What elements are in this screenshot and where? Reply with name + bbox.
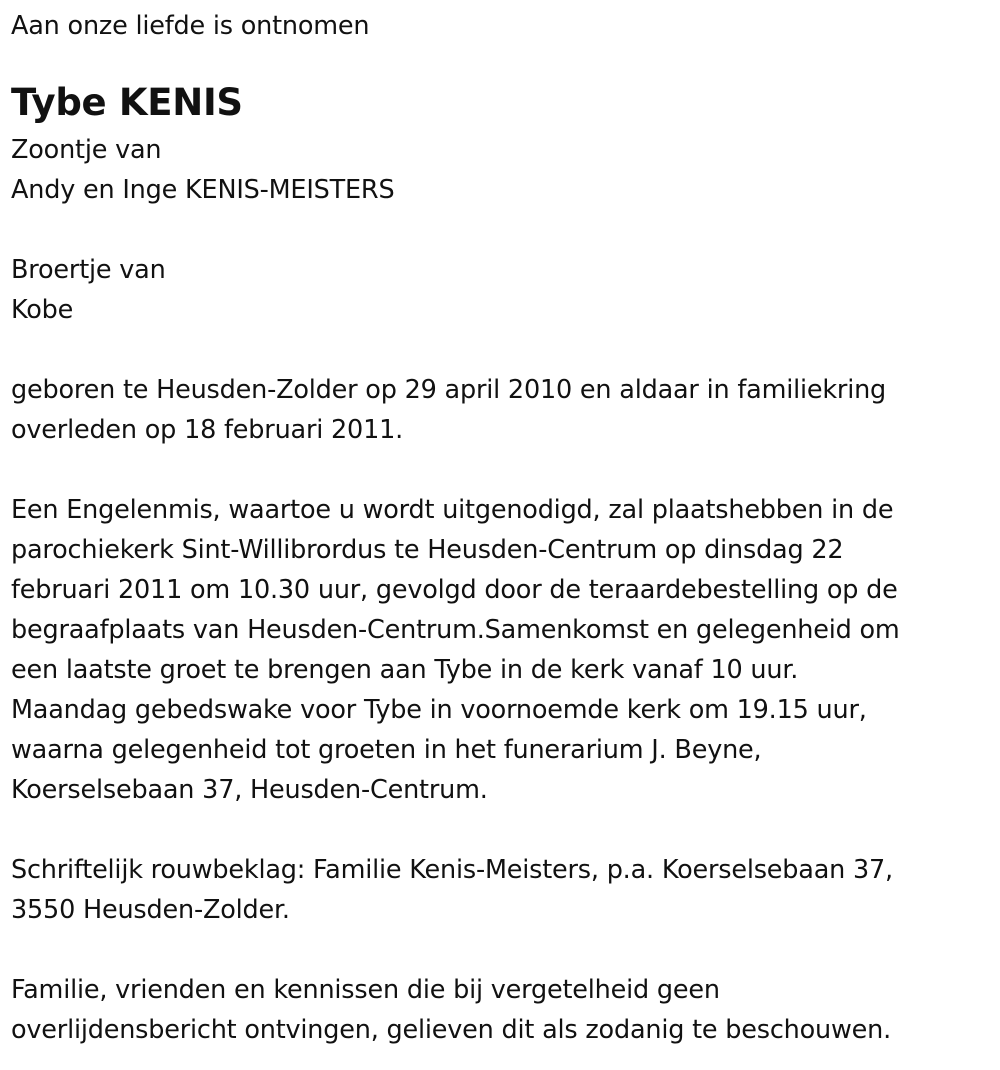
paragraph-line: februari 2011 om 10.30 uur, gevolgd door de teraardebestelling op de	[11, 575, 898, 605]
paragraph-line: Schriftelijk rouwbeklag: Familie Kenis-Meisters, p.a. Koerselsebaan 37,	[11, 855, 893, 885]
brother-of-label: Broertje van	[11, 255, 166, 285]
paragraph-line: Maandag gebedswake voor Tybe in voornoemde kerk om 19.15 uur,	[11, 695, 867, 725]
spacer	[11, 330, 986, 370]
spacer	[11, 930, 986, 970]
intro-text: Aan onze liefde is ontnomen	[11, 11, 370, 41]
ceremony-paragraph	[11, 490, 986, 810]
spacer	[11, 450, 986, 490]
paragraph-line: een laatste groet te brengen aan Tybe in de kerk vanaf 10 uur.	[11, 655, 799, 685]
spacer	[11, 810, 986, 850]
paragraph-line: Koerselsebaan 37, Heusden-Centrum.	[11, 775, 488, 805]
spacer	[11, 210, 986, 250]
birth-death-paragraph	[11, 370, 986, 450]
paragraph-line: overleden op 18 februari 2011.	[11, 415, 404, 445]
paragraph-line: Familie, vrienden en kennissen die bij vergetelheid geen	[11, 975, 720, 1005]
obituary-notice	[11, 6, 986, 1050]
paragraph-line: overlijdensbericht ontvingen, gelieven dit als zodanig te beschouwen.	[11, 1015, 892, 1045]
deceased-name: Tybe KENIS	[11, 81, 243, 124]
son-of-label: Zoontje van	[11, 135, 162, 165]
closing-paragraph	[11, 970, 986, 1050]
paragraph-line: Een Engelenmis, waartoe u wordt uitgenodigd, zal plaatshebben in de	[11, 495, 894, 525]
condolences-paragraph	[11, 850, 986, 930]
paragraph-line: waarna gelegenheid tot groeten in het funerarium J. Beyne,	[11, 735, 762, 765]
sibling-name: Kobe	[11, 295, 74, 325]
paragraph-line: geboren te Heusden-Zolder op 29 april 2010 en aldaar in familiekring	[11, 375, 887, 405]
paragraph-line: begraafplaats van Heusden-Centrum.Samenkomst en gelegenheid om	[11, 615, 900, 645]
parents-names: Andy en Inge KENIS-MEISTERS	[11, 175, 395, 205]
paragraph-line: parochiekerk Sint-Willibrordus te Heusden-Centrum op dinsdag 22	[11, 535, 844, 565]
paragraph-line: 3550 Heusden-Zolder.	[11, 895, 290, 925]
